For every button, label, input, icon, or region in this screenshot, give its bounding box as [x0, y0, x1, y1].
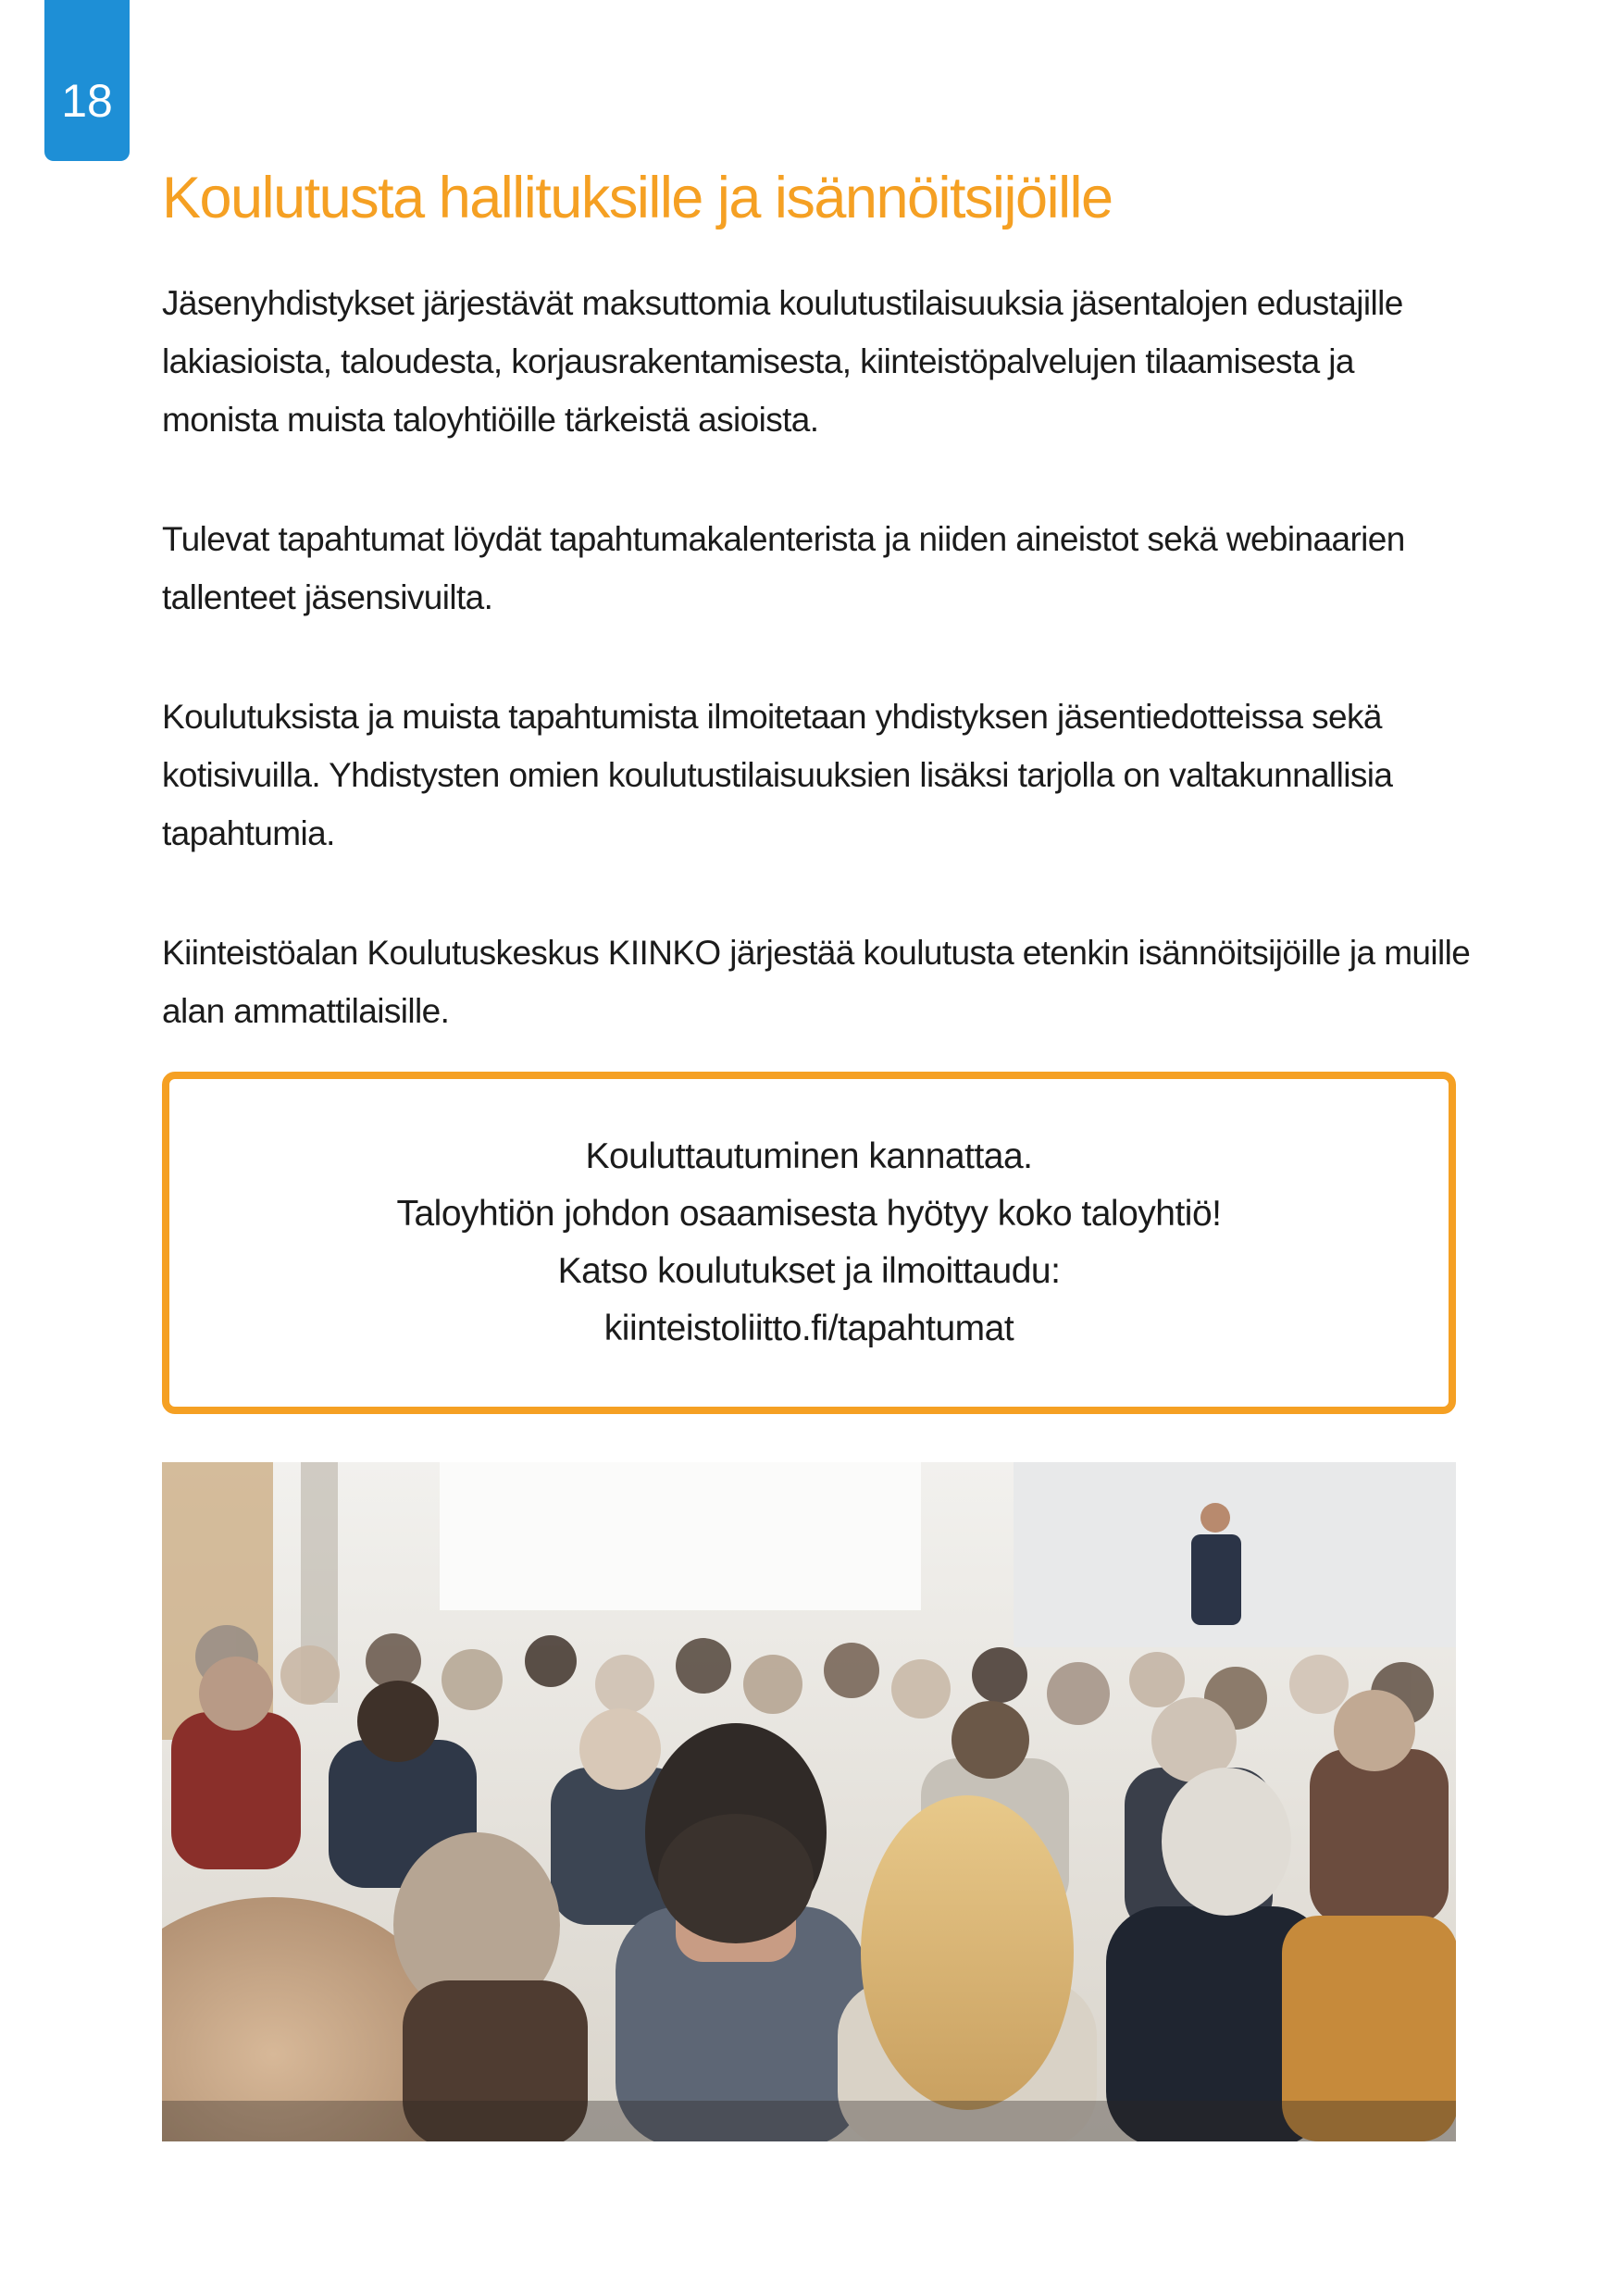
callout-line: Katso koulutukset ja ilmoittaudu: [557, 1251, 1061, 1291]
callout-box [162, 1072, 1456, 1414]
page-title: Koulutusta hallituksille ja isännöitsijöille [162, 166, 1113, 230]
body-text [162, 274, 1476, 1101]
callout-line: Kouluttautuminen kannattaa. [585, 1136, 1033, 1176]
paragraph: Kiinteistöalan Koulutuskeskus KIINKO järjestää koulutusta etenkin isännöitsijöille ja muille alan ammattilaisille. [162, 934, 1471, 1030]
paragraph: Koulutuksista ja muista tapahtumista ilmoitetaan yhdistyksen jäsentiedotteissa sekä kotisivuilla. Yhdistysten omien koulutustilaisuuksien lisäksi tarjolla on valtakunnallisia tapahtumia. [162, 698, 1393, 852]
page-number-tab [44, 0, 130, 161]
page-number: 18 [61, 75, 113, 127]
paragraph: Jäsenyhdistykset järjestävät maksuttomia koulutustilaisuuksia jäsentalojen edustajille lakiasioista, taloudesta, korjausrakentamisesta, kiinteistöpalvelujen tilaamisesta ja monista muista taloyhtiöille tärkeistä asioista. [162, 284, 1403, 439]
paragraph: Tulevat tapahtumat löydät tapahtumakalenterista ja niiden aineistot sekä webinaarien tallenteet jäsensivuilta. [162, 520, 1405, 616]
callout-link[interactable]: kiinteistoliitto.fi/tapahtumat [603, 1309, 1014, 1348]
callout-line: Taloyhtiön johdon osaamisesta hyötyy koko taloyhtiö! [396, 1194, 1222, 1234]
conference-audience-photo [162, 1462, 1456, 2141]
